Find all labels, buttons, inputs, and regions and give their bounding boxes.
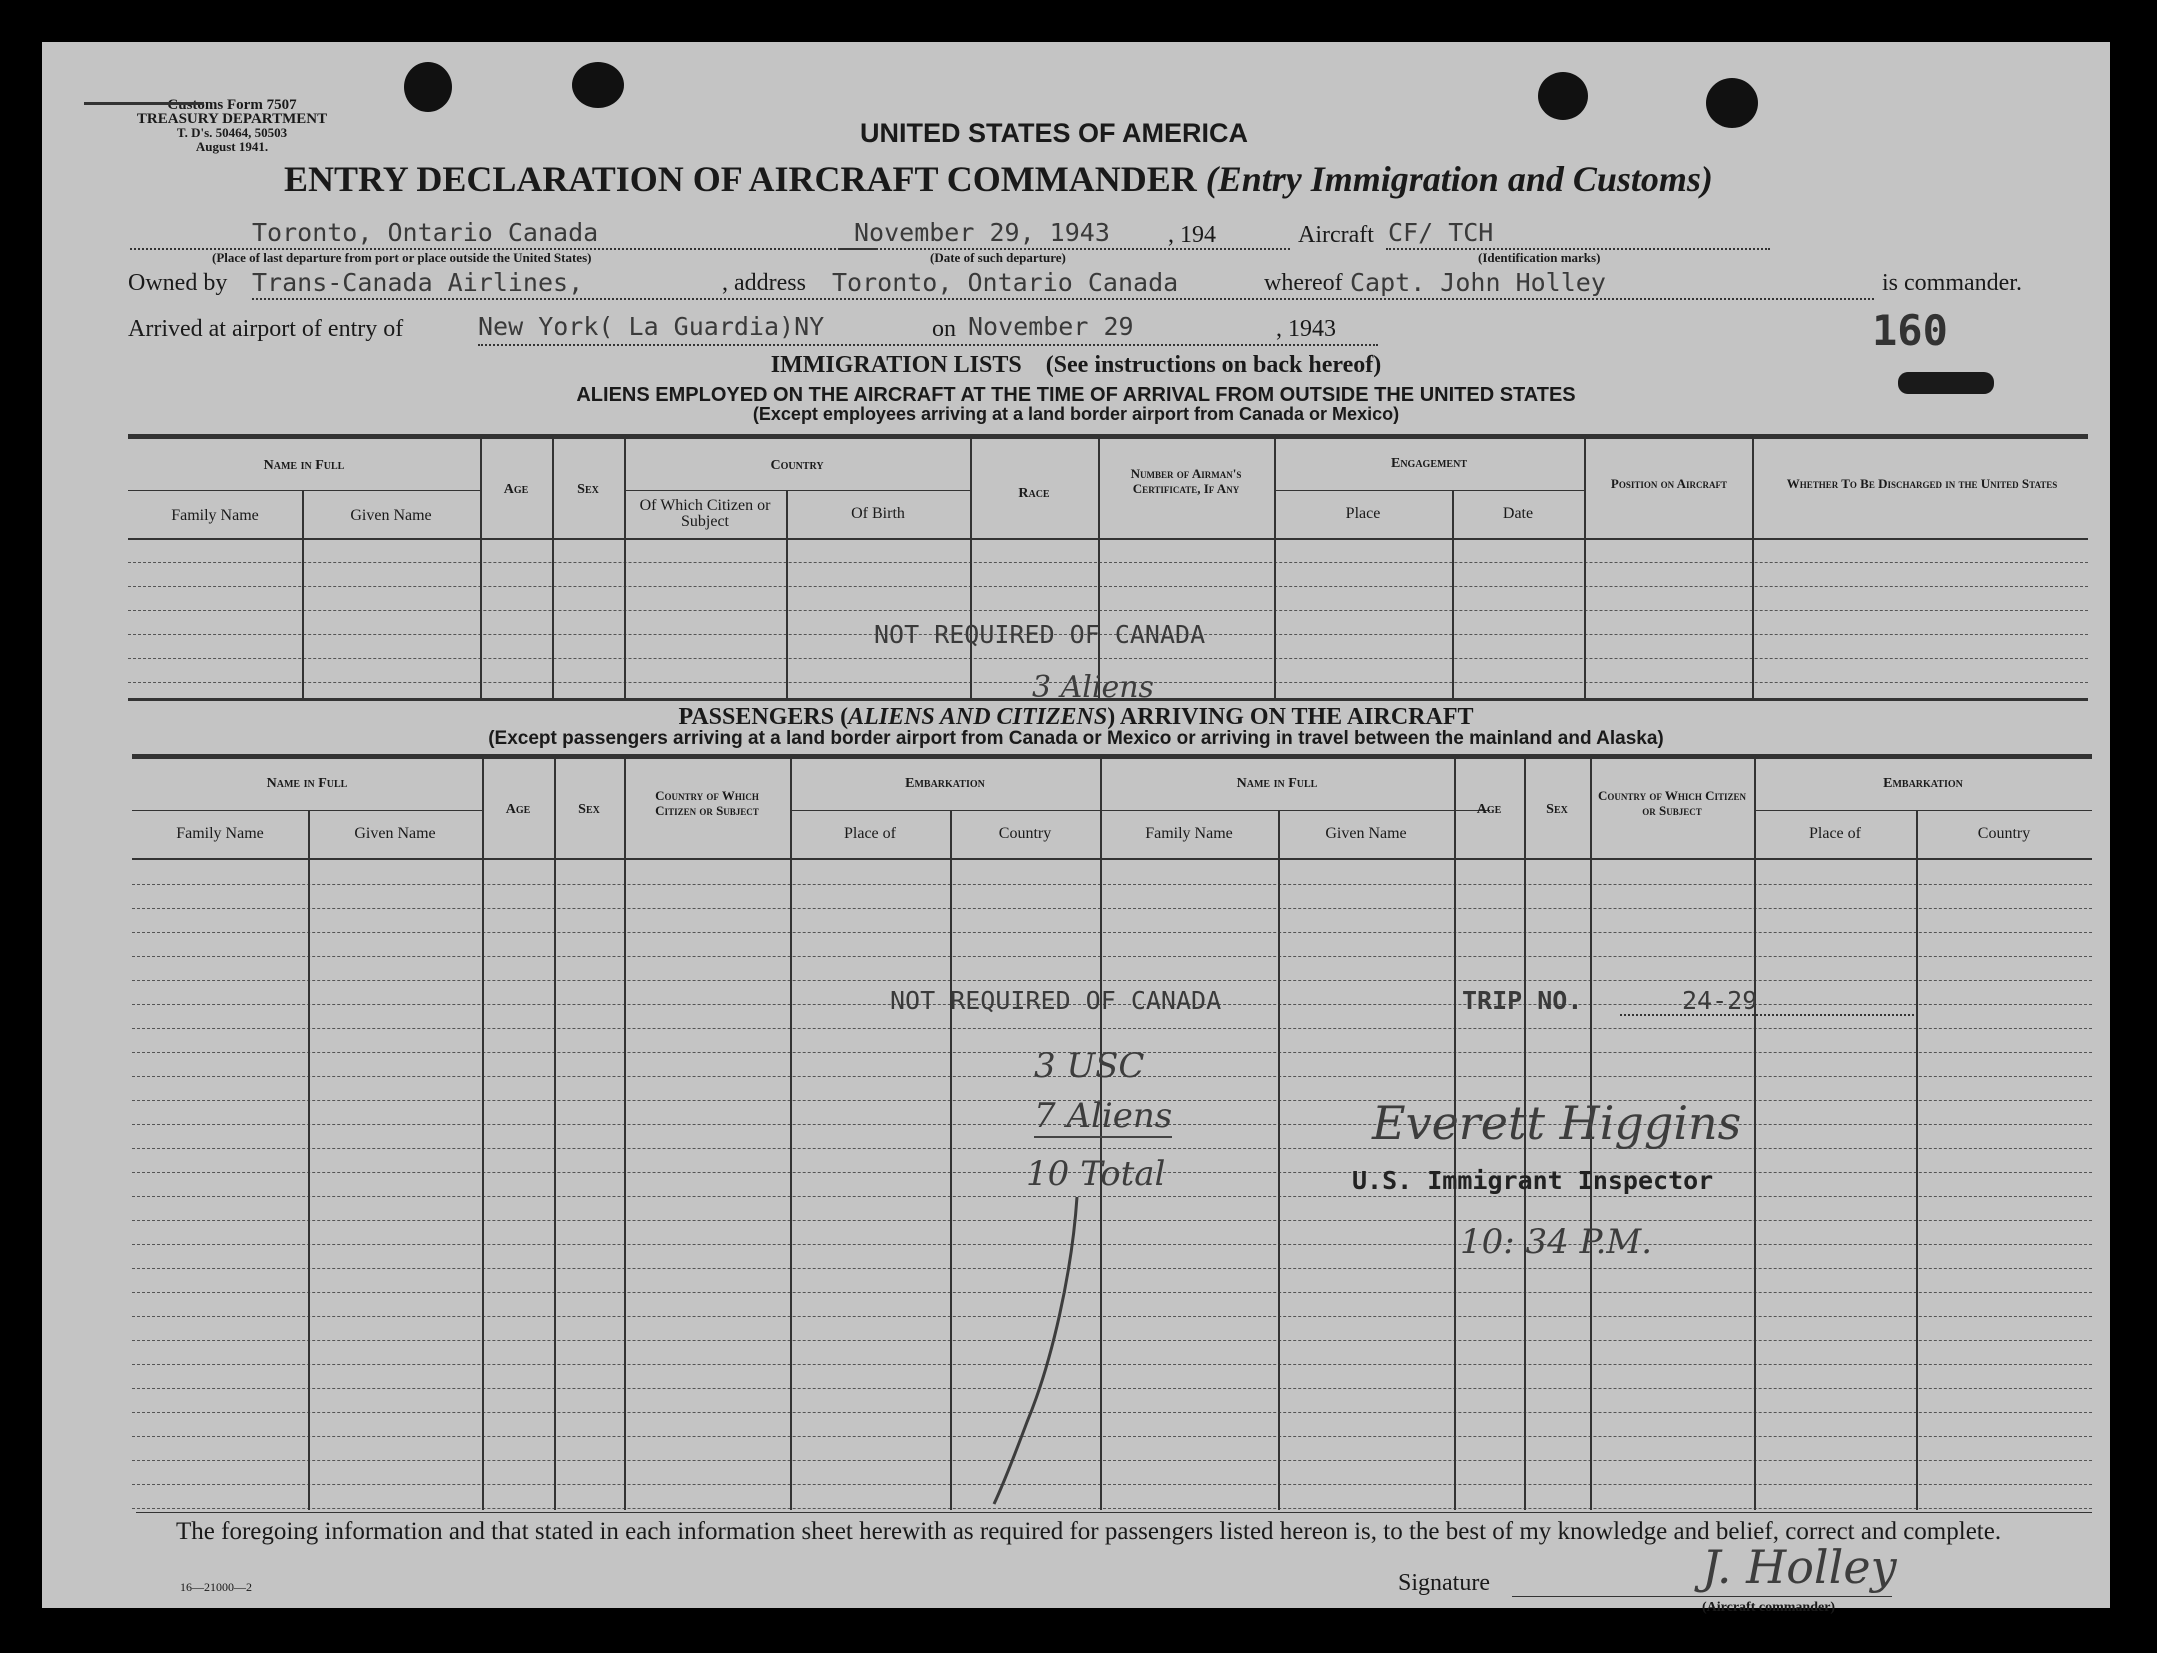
ruled-row-line: [132, 1148, 2092, 1149]
arrival-on-label: on: [932, 316, 956, 342]
crew-col-divider: [624, 438, 626, 698]
ruled-row-line: [132, 1436, 2092, 1437]
passenger-header-citizen-2: Country of Which Citizen or Subject: [1598, 788, 1746, 818]
passenger-header-name-in-full-2: Name in Full: [1236, 776, 1318, 791]
form-sheet: [42, 42, 2110, 1615]
ruled-row-line: [128, 562, 2088, 563]
ruled-row-line: [132, 932, 2092, 933]
ruled-row-line: [132, 980, 2092, 981]
passenger-header-age-2: Age: [1476, 802, 1502, 817]
crew-not-required-stamp: NOT REQUIRED OF CANADA: [874, 620, 1206, 649]
crew-header-sex: Sex: [577, 482, 599, 497]
passenger-header-place-of-2: Place of: [1809, 825, 1861, 842]
aircraft-marks: CF/ TCH: [1388, 218, 1494, 247]
crew-col-divider: [1274, 438, 1276, 698]
form-id-block: [112, 98, 352, 154]
passengers-title: [42, 704, 2110, 731]
crew-header-discharged: Whether To Be Discharged in the United States: [1786, 476, 2058, 491]
crew-header-country: Country: [770, 458, 824, 473]
crew-subheader-line: [624, 490, 970, 491]
crew-header-certificate: Number of Airman's Certificate, If Any: [1130, 466, 1242, 496]
owned-by-label: Owned by: [128, 270, 228, 296]
ruled-row-line: [132, 1268, 2092, 1269]
inspector-title: U.S. Immigrant Inspector: [1352, 1166, 1714, 1195]
crew-header-given-name: Given Name: [350, 507, 432, 524]
hand-usc-count: 3 USC: [1034, 1046, 1145, 1086]
hand-total-count: 10 Total: [1026, 1154, 1166, 1194]
crew-col-divider: [552, 438, 554, 698]
crew-header-birth: Of Birth: [851, 505, 905, 522]
passenger-table-header-bottom: [132, 858, 2092, 860]
signature-line: [1512, 1596, 1892, 1597]
passenger-col-divider: [624, 758, 626, 1510]
footer-divider: [136, 1512, 2092, 1513]
arrival-airport: New York( La Guardia)NY: [478, 312, 825, 341]
trip-label: TRIP NO.: [1462, 986, 1583, 1015]
crew-header-citizen: Of Which Citizen or Subject: [639, 497, 771, 530]
crew-subheader-line: [128, 490, 480, 491]
punch-hole: [404, 62, 452, 112]
ruled-row-line: [128, 610, 2088, 611]
aircraft-label: Aircraft: [1298, 222, 1374, 248]
year-suffix: , 194: [1168, 222, 1216, 248]
arrival-date: November 29: [968, 312, 1134, 341]
arrival-year: , 1943: [1276, 316, 1336, 342]
punch-hole: [572, 62, 624, 108]
passenger-col-divider: [1278, 810, 1280, 1510]
crew-header-position: Position on Aircraft: [1610, 476, 1728, 491]
signature-caption: (Aircraft commander): [1702, 1600, 1836, 1615]
crew-col-divider: [1098, 438, 1100, 698]
passenger-col-divider: [1754, 758, 1756, 1510]
crew-header-family-name: Family Name: [171, 507, 259, 524]
form-title-main: ENTRY DECLARATION OF AIRCRAFT COMMANDER: [284, 159, 1197, 199]
passenger-header-embarkation: Embarkation: [905, 776, 985, 791]
ruled-row-line: [128, 586, 2088, 587]
aircraft-marks-caption: (Identification marks): [1478, 250, 1601, 265]
commander-suffix: is commander.: [1882, 270, 2022, 296]
pencil-stroke: [972, 1192, 1092, 1512]
passenger-subheader-line: [790, 810, 1490, 811]
ruled-row-line: [132, 1484, 2092, 1485]
ruled-row-line: [132, 1388, 2092, 1389]
passenger-header-age: Age: [505, 802, 531, 817]
crew-col-divider: [1584, 438, 1586, 698]
department: TREASURY DEPARTMENT: [136, 111, 328, 127]
commander-signature: J. Holley: [1702, 1540, 1897, 1594]
crew-table-header-divider: [128, 438, 2088, 439]
stamp-number: 160: [1872, 306, 1948, 355]
passenger-header-sex: Sex: [578, 802, 600, 817]
immigration-subtitle-2: (Except employees arriving at a land border airport from Canada or Mexico): [752, 404, 1400, 424]
ruled-row-line: [132, 1196, 2092, 1197]
ruled-row-line: [132, 1340, 2092, 1341]
passengers-title-a: PASSENGERS (: [678, 704, 849, 730]
print-code: 16—21000—2: [180, 1580, 252, 1594]
form-date: August 1941.: [195, 139, 269, 154]
passenger-header-embarkation-2: Embarkation: [1883, 776, 1963, 791]
ruled-row-line: [128, 658, 2088, 659]
passengers-title-b: ALIENS AND CITIZENS: [848, 704, 1108, 730]
passenger-header-country-2: Country: [1977, 825, 2031, 842]
departure-date-caption: (Date of such departure): [930, 250, 1066, 265]
crew-table-header-bottom: [128, 538, 2088, 540]
ruled-row-line: [132, 1508, 2092, 1509]
inspection-time: 10: 34 P.M.: [1460, 1222, 1653, 1262]
passenger-not-required-stamp: NOT REQUIRED OF CANADA: [890, 986, 1222, 1015]
whereof-label: whereof: [1264, 270, 1343, 296]
hand-aliens-count: 7 Aliens: [1034, 1096, 1173, 1136]
signature-label: Signature: [1398, 1570, 1490, 1596]
inspector-signature: Everett Higgins: [1372, 1096, 1742, 1150]
form-title-paren: (Entry Immigration and Customs): [1205, 159, 1713, 199]
form-title: [284, 158, 1713, 200]
trip-number: 24-29: [1682, 986, 1758, 1015]
ruled-row-line: [132, 1364, 2092, 1365]
ruled-row-line: [132, 884, 2092, 885]
crew-subheader-line: [1274, 490, 1584, 491]
passenger-subheader-line: [132, 810, 482, 811]
passenger-header-name-in-full: Name in Full: [266, 776, 348, 791]
passenger-header-family-name: Family Name: [176, 825, 264, 842]
passenger-header-given-name-2: Given Name: [1325, 825, 1407, 842]
crew-header-race: Race: [1018, 486, 1050, 501]
owner-name: Trans-Canada Airlines,: [252, 268, 584, 297]
ruled-row-line: [132, 1220, 2092, 1221]
ruled-row-line: [132, 1292, 2092, 1293]
crew-header-place: Place: [1345, 505, 1381, 522]
immigration-subtitle: ALIENS EMPLOYED ON THE AIRCRAFT AT THE TIME OF ARRIVAL FROM OUTSIDE THE UNITED STATES: [576, 384, 1576, 406]
ruled-row-line: [132, 1412, 2092, 1413]
commander-name: Capt. John Holley: [1350, 268, 1606, 297]
ruled-row-line: [132, 1316, 2092, 1317]
departure-place-caption: (Place of last departure from port or place outside the United States): [212, 250, 592, 265]
address-label: , address: [722, 270, 806, 296]
crew-header-age: Age: [503, 482, 529, 497]
immigration-instructions: (See instructions on back hereof): [1045, 352, 1382, 378]
crew-header-engagement: Engagement: [1390, 456, 1467, 471]
ruled-row-line: [132, 1244, 2092, 1245]
punch-hole: [1706, 78, 1758, 128]
passengers-title-c: ) ARRIVING ON THE AIRCRAFT: [1107, 704, 1474, 730]
passenger-header-country: Country: [998, 825, 1052, 842]
passenger-header-citizen: Country of Which Citizen or Subject: [655, 788, 759, 818]
crew-col-divider: [480, 438, 482, 698]
crew-col-divider: [1752, 438, 1754, 698]
ruled-row-line: [132, 1460, 2092, 1461]
passenger-subheader-line: [1754, 810, 2092, 811]
passenger-header-sex-2: Sex: [1546, 802, 1568, 817]
passengers-subtitle: (Except passengers arriving at a land border airport from Canada or Mexico or arriving in travel between the mainland and Alaska): [488, 728, 1664, 749]
immigration-title-text: IMMIGRATION LISTS: [770, 352, 1022, 378]
immigration-title: [42, 352, 2110, 379]
form-number: Customs Form 7507: [167, 97, 297, 113]
owner-line: [252, 298, 1874, 300]
certification-statement: The foregoing information and that stated in each information sheet herewith as required for passengers listed hereon is, to the best of my knowledge and belief, correct and complete.: [176, 1518, 2002, 1545]
punch-hole: [1538, 72, 1588, 120]
passenger-header-given-name: Given Name: [354, 825, 436, 842]
ruled-row-line: [132, 908, 2092, 909]
passenger-header-place-of: Place of: [844, 825, 896, 842]
crew-header-date: Date: [1502, 505, 1534, 522]
passenger-col-divider: [950, 810, 952, 1510]
arrival-line: [478, 344, 1378, 346]
passenger-table-header-divider: [132, 758, 2092, 759]
departure-place: Toronto, Ontario Canada: [252, 218, 599, 247]
treasury-decisions: T. D's. 50464, 50503: [176, 125, 288, 140]
passenger-col-divider: [554, 758, 556, 1510]
passenger-col-divider: [1916, 810, 1918, 1510]
passenger-col-divider: [308, 810, 310, 1510]
passenger-col-divider: [790, 758, 792, 1510]
ruled-row-line: [132, 1028, 2092, 1029]
country-title: UNITED STATES OF AMERICA: [860, 118, 1248, 148]
crew-hand-note: 3 Aliens: [1032, 670, 1154, 705]
departure-date: November 29, 1943: [854, 218, 1110, 247]
crew-col-divider: [970, 438, 972, 698]
strike-line: [84, 102, 204, 105]
passenger-col-divider: [482, 758, 484, 1510]
passenger-header-family-name-2: Family Name: [1145, 825, 1233, 842]
crew-header-name-in-full: Name in Full: [263, 458, 345, 473]
ruled-row-line: [132, 956, 2092, 957]
owner-address: Toronto, Ontario Canada: [832, 268, 1179, 297]
arrived-label: Arrived at airport of entry of: [128, 316, 404, 342]
trip-number-line: [1620, 1014, 1918, 1016]
